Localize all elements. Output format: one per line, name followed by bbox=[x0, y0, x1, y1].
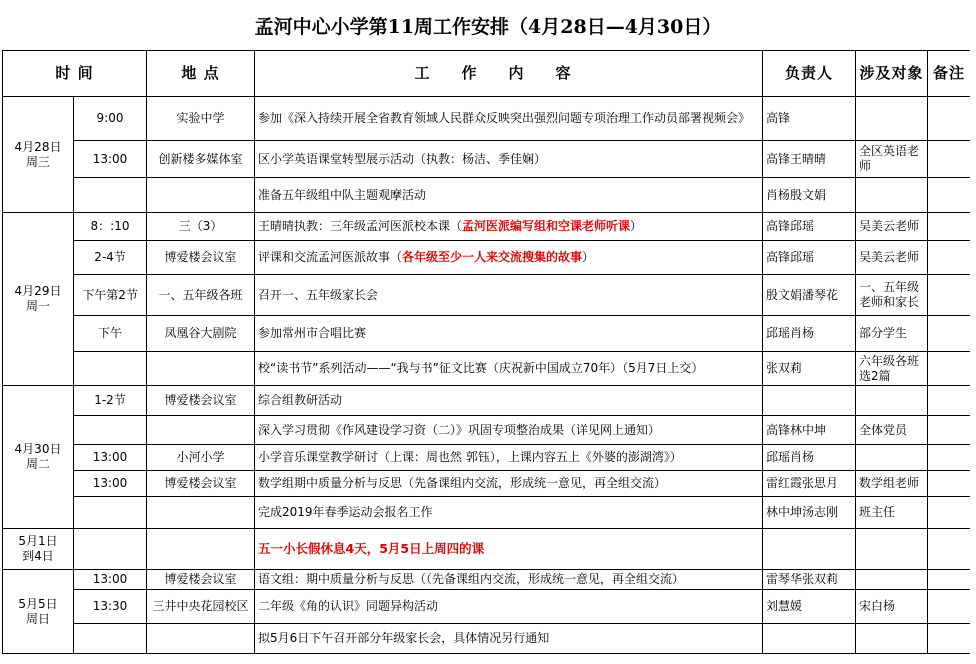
location-cell: 创新楼多媒体室 bbox=[147, 141, 255, 178]
location-cell: 博爱楼会议室 bbox=[147, 570, 255, 590]
content-cell: 小学音乐课堂教学研讨（上课：周也然 郭钰），上课内容五上《外婆的澎湖湾》） bbox=[255, 445, 763, 471]
location-cell: 博爱楼会议室 bbox=[147, 241, 255, 275]
page-title: 孟河中心小学第11周工作安排（4月28日—4月30日） bbox=[254, 15, 722, 38]
content-cell: 评课和交流孟河医派故事（各年级至少一人来交流搜集的故事） bbox=[255, 241, 763, 275]
owner-cell: 肖杨殷文娟 bbox=[763, 178, 856, 213]
location-cell: 三（3） bbox=[147, 213, 255, 241]
table-row bbox=[3, 497, 971, 529]
day-cell: 4月29日 周一 bbox=[3, 213, 74, 386]
time-cell: 下午第2节 bbox=[74, 275, 147, 316]
location-cell bbox=[147, 497, 255, 529]
holiday-notice: 五一小长假休息4天，5月5日上周四的课 bbox=[255, 529, 763, 570]
target-cell: 宋白杨 bbox=[856, 590, 928, 624]
time-cell: 13:30 bbox=[74, 590, 147, 624]
time-cell: 9:00 bbox=[74, 97, 147, 141]
location-cell bbox=[147, 352, 255, 386]
content-cell: 王晴晴执教：三年级孟河医派校本课（孟河医派编写组和空课老师听课） bbox=[255, 213, 763, 241]
header-remark: 备注 bbox=[928, 51, 971, 97]
header-time: 时 间 bbox=[3, 51, 147, 97]
highlight-text: 孟河医派编写组和空课老师听课 bbox=[462, 219, 631, 233]
location-cell bbox=[147, 416, 255, 445]
time-cell bbox=[74, 416, 147, 445]
content-cell: 准备五年级组中队主题观摩活动 bbox=[255, 178, 763, 213]
owner-cell: 高锋王晴晴 bbox=[763, 141, 856, 178]
remark-cell bbox=[928, 416, 971, 445]
time-cell bbox=[74, 624, 147, 654]
target-cell: 吴美云老师 bbox=[856, 241, 928, 275]
location-cell: 三井中央花园校区 bbox=[147, 590, 255, 624]
table-row bbox=[3, 316, 971, 352]
header-content: 工作内容 bbox=[255, 51, 763, 97]
table-row bbox=[3, 352, 971, 386]
location-cell: 凤凰谷大剧院 bbox=[147, 316, 255, 352]
target-cell: 一、五年级老师和家长 bbox=[856, 275, 928, 316]
day-cell: 5月5日 周日 bbox=[3, 570, 74, 654]
remark-cell bbox=[928, 471, 971, 497]
target-cell bbox=[856, 624, 928, 654]
location-cell: 小河小学 bbox=[147, 445, 255, 471]
target-cell bbox=[856, 529, 928, 570]
table-row bbox=[3, 386, 971, 416]
owner-cell: 雷琴华张双莉 bbox=[763, 570, 856, 590]
remark-cell bbox=[928, 445, 971, 471]
table-row bbox=[3, 471, 971, 497]
content-cell: 完成2019年春季运动会报名工作 bbox=[255, 497, 763, 529]
owner-cell: 高锋林中坤 bbox=[763, 416, 856, 445]
target-cell: 全体党员 bbox=[856, 416, 928, 445]
time-cell bbox=[74, 497, 147, 529]
header-location: 地 点 bbox=[147, 51, 255, 97]
owner-cell: 高锋 bbox=[763, 97, 856, 141]
content-cell: 拟5月6日下午召开部分年级家长会，具体情况另行通知 bbox=[255, 624, 763, 654]
location-cell bbox=[147, 178, 255, 213]
table-row bbox=[3, 624, 971, 654]
highlight-text: 各年级至少一人来交流搜集的故事 bbox=[402, 250, 583, 264]
remark-cell bbox=[928, 241, 971, 275]
target-cell bbox=[856, 386, 928, 416]
target-cell: 班主任 bbox=[856, 497, 928, 529]
day-cell: 4月30日 周二 bbox=[3, 386, 74, 529]
time-cell: 13:00 bbox=[74, 471, 147, 497]
time-cell: 13:00 bbox=[74, 570, 147, 590]
location-cell bbox=[147, 529, 255, 570]
content-cell: 校“读书节”系列活动——“我与书”征文比赛（庆祝新中国成立70年）（5月7日上交） bbox=[255, 352, 763, 386]
remark-cell bbox=[928, 275, 971, 316]
table-row bbox=[3, 445, 971, 471]
content-cell: 语文组：期中质量分析与反思（（先备课组内交流，形成统一意见，再全组交流） bbox=[255, 570, 763, 590]
schedule-table bbox=[2, 50, 971, 654]
owner-cell: 邱瑶肖杨 bbox=[763, 445, 856, 471]
time-cell bbox=[74, 178, 147, 213]
target-cell: 六年级各班选2篇 bbox=[856, 352, 928, 386]
owner-cell bbox=[763, 529, 856, 570]
table-row bbox=[3, 275, 971, 316]
time-cell bbox=[74, 352, 147, 386]
time-cell: 1-2节 bbox=[74, 386, 147, 416]
table-row bbox=[3, 97, 971, 141]
content-cell: 数学组期中质量分析与反思（先备课组内交流，形成统一意见，再全组交流） bbox=[255, 471, 763, 497]
remark-cell bbox=[928, 178, 971, 213]
time-cell: 2-4节 bbox=[74, 241, 147, 275]
remark-cell bbox=[928, 352, 971, 386]
remark-cell bbox=[928, 97, 971, 141]
table-row bbox=[3, 178, 971, 213]
owner-cell: 刘慧媛 bbox=[763, 590, 856, 624]
day-cell: 4月28日 周三 bbox=[3, 97, 74, 213]
time-cell: 下午 bbox=[74, 316, 147, 352]
table-row bbox=[3, 570, 971, 590]
location-cell: 一、五年级各班 bbox=[147, 275, 255, 316]
time-cell bbox=[74, 529, 147, 570]
remark-cell bbox=[928, 386, 971, 416]
owner-cell: 高锋邱瑶 bbox=[763, 241, 856, 275]
target-cell: 部分学生 bbox=[856, 316, 928, 352]
content-cell: 参加常州市合唱比赛 bbox=[255, 316, 763, 352]
remark-cell bbox=[928, 316, 971, 352]
target-cell bbox=[856, 570, 928, 590]
owner-cell: 张双莉 bbox=[763, 352, 856, 386]
time-cell: 13:00 bbox=[74, 445, 147, 471]
day-cell: 5月1日 到4日 bbox=[3, 529, 74, 570]
owner-cell bbox=[763, 386, 856, 416]
remark-cell bbox=[928, 141, 971, 178]
remark-cell bbox=[928, 213, 971, 241]
page-edge bbox=[970, 50, 976, 664]
table-row bbox=[3, 241, 971, 275]
target-cell: 全区英语老师 bbox=[856, 141, 928, 178]
table-row bbox=[3, 213, 971, 241]
location-cell: 博爱楼会议室 bbox=[147, 471, 255, 497]
target-cell bbox=[856, 97, 928, 141]
owner-cell: 雷红霞张思月 bbox=[763, 471, 856, 497]
content-cell: 召开一、五年级家长会 bbox=[255, 275, 763, 316]
table-row bbox=[3, 416, 971, 445]
location-cell bbox=[147, 624, 255, 654]
owner-cell: 邱瑶肖杨 bbox=[763, 316, 856, 352]
content-cell: 综合组教研活动 bbox=[255, 386, 763, 416]
location-cell: 博爱楼会议室 bbox=[147, 386, 255, 416]
table-row bbox=[3, 590, 971, 624]
owner-cell: 林中坤汤志刚 bbox=[763, 497, 856, 529]
remark-cell bbox=[928, 590, 971, 624]
remark-cell bbox=[928, 529, 971, 570]
table-row bbox=[3, 141, 971, 178]
target-cell bbox=[856, 445, 928, 471]
content-cell: 区小学英语课堂转型展示活动（执教：杨洁、季佳娴） bbox=[255, 141, 763, 178]
owner-cell: 高锋邱瑶 bbox=[763, 213, 856, 241]
header-row bbox=[3, 51, 971, 97]
remark-cell bbox=[928, 624, 971, 654]
holiday-row bbox=[3, 529, 971, 570]
header-owner: 负责人 bbox=[763, 51, 856, 97]
remark-cell bbox=[928, 497, 971, 529]
target-cell: 数学组老师 bbox=[856, 471, 928, 497]
location-cell: 实验中学 bbox=[147, 97, 255, 141]
time-cell: 13:00 bbox=[74, 141, 147, 178]
content-cell: 深入学习贯彻《作风建设学习资（二）》巩固专项整治成果（详见网上通知） bbox=[255, 416, 763, 445]
header-target: 涉及对象 bbox=[856, 51, 928, 97]
time-cell: 8：:10 bbox=[74, 213, 147, 241]
target-cell: 吴美云老师 bbox=[856, 213, 928, 241]
owner-cell: 殷文娟潘琴花 bbox=[763, 275, 856, 316]
remark-cell bbox=[928, 570, 971, 590]
owner-cell bbox=[763, 624, 856, 654]
content-cell: 参加《深入持续开展全省教育领域人民群众反映突出强烈问题专项治理工作动员部署视频会》 bbox=[255, 97, 763, 141]
target-cell bbox=[856, 178, 928, 213]
content-cell: 二年级《角的认识》同题异构活动 bbox=[255, 590, 763, 624]
